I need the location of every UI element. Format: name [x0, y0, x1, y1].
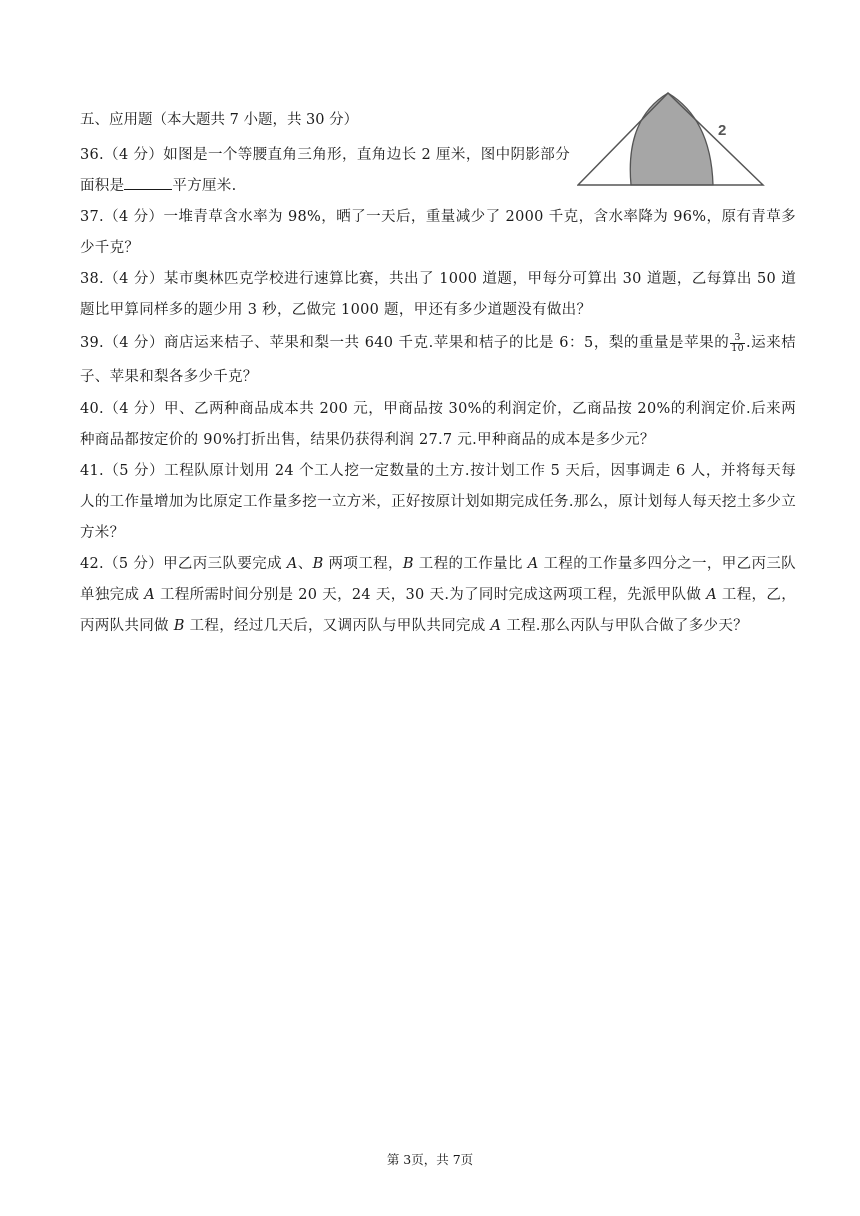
var-a: A [286, 556, 298, 572]
page-footer: 第 3页，共 7页 [386, 1152, 474, 1167]
question-41: 41.（5 分）工程队原计划用 24 个工人挖一定数量的土方.按计划工作 5 天后，因事调走 6 人，并将每天每人的工作量增加为比原定工作量多挖一立方米，正好按原计划如期完成任务.那么，原计划每人每天挖土多少立方米？ [80, 463, 796, 541]
question-42-text: 工程的工作量多四分之一，甲乙丙三队单独完成 [80, 556, 796, 603]
question-42-text: 工程.那么丙队与甲队合做了多少天？ [501, 618, 748, 634]
question-40: 40.（4 分）甲、乙两种商品成本共 200 元，甲商品按 30%的利润定价，乙商品按 20%的利润定价.后来两种商品都按定价的 90%打折出售，结果仍获得利润 27.7 元.甲种商品的成本是多少元？ [80, 401, 796, 448]
question-42-text: 工程，经过几天后，又调丙队与甲队共同完成 [184, 618, 491, 634]
fraction-numerator: 3 [734, 331, 741, 343]
question-42-text: 、 [297, 556, 313, 572]
question-39 [80, 326, 796, 394]
fraction-denominator: 10 [731, 342, 744, 354]
question-42-text: 工程所需时间分别是 20 天，24 天，30 天.为了同时完成这两项工程，先派甲队做 [155, 587, 707, 603]
question-42-text: 工程，乙，丙两队共同做 [80, 587, 796, 634]
question-42-text: 工程的工作量比 [413, 556, 528, 572]
question-39-text: 39.（4 分）商店运来桔子、苹果和梨一共 640 千克.苹果和桔子的比是 6：5，梨的重量是苹果的 [80, 335, 730, 351]
question-42 [80, 549, 796, 642]
var-a: A [706, 587, 717, 603]
question-36 [80, 140, 570, 202]
question-42-text: 两项工程， [323, 556, 403, 572]
var-a: A [490, 618, 502, 634]
question-36-tail: 平方厘米. [172, 178, 237, 194]
answer-blank [124, 175, 172, 190]
var-b: B [402, 556, 414, 572]
var-b: B [173, 618, 185, 634]
fraction [730, 333, 745, 354]
var-b: B [312, 556, 324, 572]
exam-content [80, 108, 796, 642]
var-a: A [144, 587, 156, 603]
question-37: 37.（4 分）一堆青草含水率为 98%，晒了一天后，重量减少了 2000 千克，含水率降为 96%，原有青草多少千克？ [80, 209, 796, 256]
side-length-label: 2 [718, 122, 727, 139]
var-a: A [527, 556, 539, 572]
section-title: 五、应用题（本大题共 7 小题，共 30 分） [80, 112, 359, 128]
question-39-text-end: .运来桔子、苹果和梨各多少千克？ [80, 335, 796, 385]
question-42-text: 42.（5 分）甲乙丙三队要完成 [80, 556, 287, 572]
question-36-text: 36.（4 分）如图是一个等腰直角三角形，直角边长 2 厘米，图中阴影部分面积是 [80, 147, 570, 194]
question-38: 38.（4 分）某市奥林匹克学校进行速算比赛，共出了 1000 道题，甲每分可算出 30 道题，乙每算出 50 道题比甲算同样多的题少用 3 秒，乙做完 1000 题，甲还有多少道题没有做出？ [80, 271, 796, 318]
